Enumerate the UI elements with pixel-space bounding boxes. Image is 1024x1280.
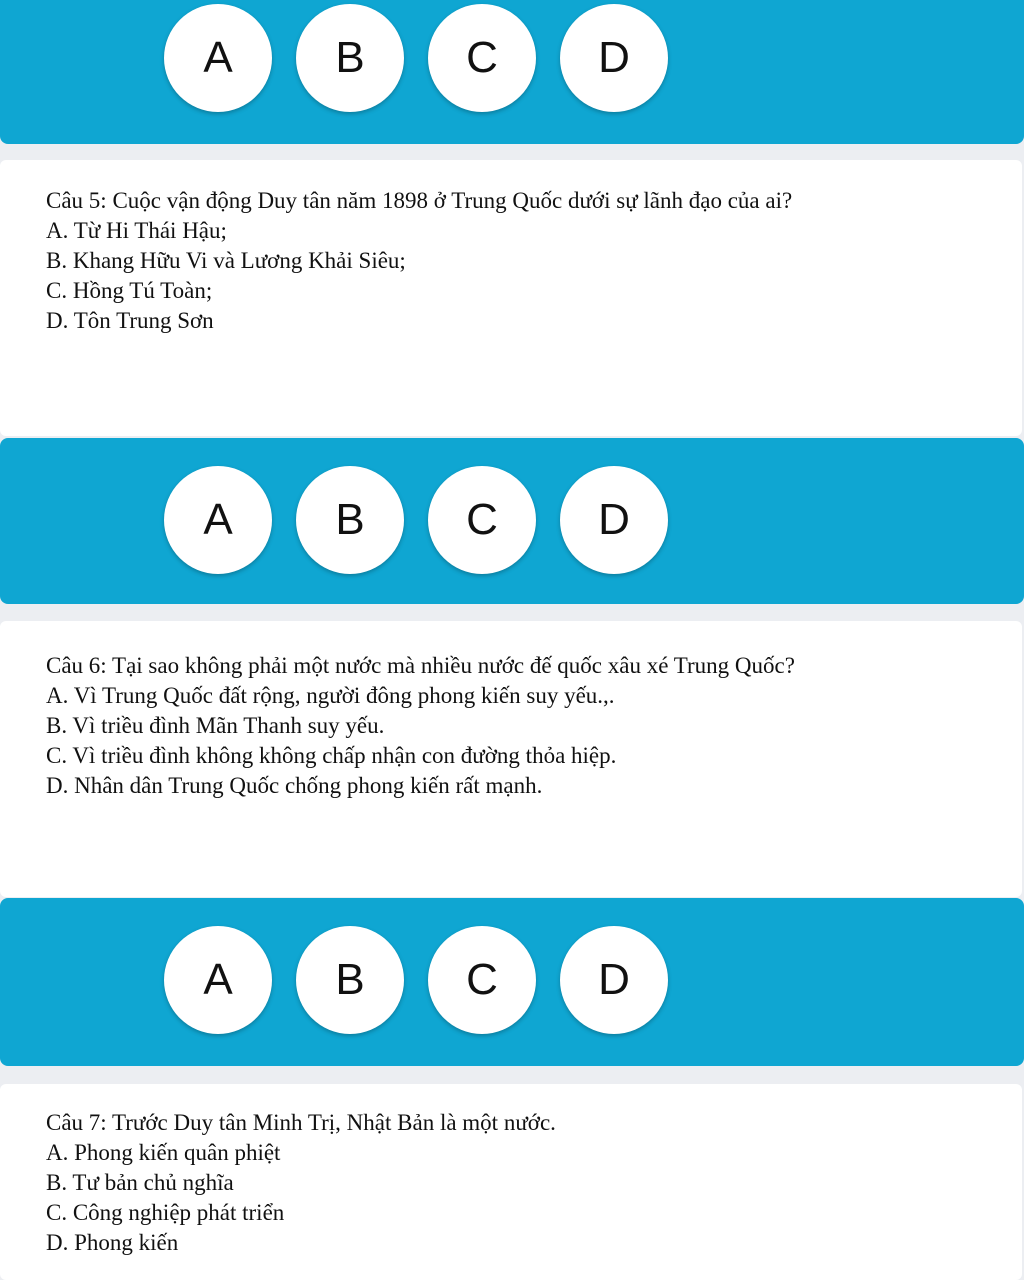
option-a: A. Từ Hi Thái Hậu; [46,218,227,243]
option-c: C. Công nghiệp phát triển [46,1200,285,1225]
choice-b-button[interactable]: B [296,466,404,574]
choice-c-button[interactable]: C [428,466,536,574]
choice-d-button[interactable]: D [560,4,668,112]
answer-choices [164,4,668,112]
question-card-5 [0,160,1022,436]
question-text: Câu 6: Tại sao không phải một nước mà nhiều nước đế quốc xâu xé Trung Quốc? [46,653,795,678]
choice-d-button[interactable]: D [560,926,668,1034]
question-text: Câu 7: Trước Duy tân Minh Trị, Nhật Bản là một nước. [46,1110,556,1135]
option-b: B. Tư bản chủ nghĩa [46,1170,234,1195]
choice-c-button[interactable]: C [428,926,536,1034]
choice-a-button[interactable]: A [164,926,272,1034]
answer-choices [164,926,668,1034]
option-d: D. Nhân dân Trung Quốc chống phong kiến rất mạnh. [46,773,543,798]
option-c: C. Hồng Tú Toàn; [46,278,213,303]
answer-choices [164,466,668,574]
choice-d-button[interactable]: D [560,466,668,574]
choice-c-button[interactable]: C [428,4,536,112]
choice-a-button[interactable]: A [164,466,272,574]
question-card-6 [0,621,1022,897]
option-a: A. Vì Trung Quốc đất rộng, người đông phong kiến suy yếu.,. [46,683,615,708]
option-d: D. Phong kiến [46,1230,179,1255]
choice-a-button[interactable]: A [164,4,272,112]
answer-bar-question-6 [0,898,1024,1066]
question-card-7 [0,1084,1022,1280]
answer-bar-top [0,0,1024,144]
question-text: Câu 5: Cuộc vận động Duy tân năm 1898 ở Trung Quốc dưới sự lãnh đạo của ai? [46,188,793,213]
choice-b-button[interactable]: B [296,4,404,112]
option-a: A. Phong kiến quân phiệt [46,1140,281,1165]
option-c: C. Vì triều đình không không chấp nhận con đường thỏa hiệp. [46,743,617,768]
choice-b-button[interactable]: B [296,926,404,1034]
option-d: D. Tôn Trung Sơn [46,308,214,333]
option-b: B. Khang Hữu Vi và Lương Khải Siêu; [46,248,406,273]
answer-bar-question-5 [0,438,1024,604]
option-b: B. Vì triều đình Mãn Thanh suy yếu. [46,713,385,738]
